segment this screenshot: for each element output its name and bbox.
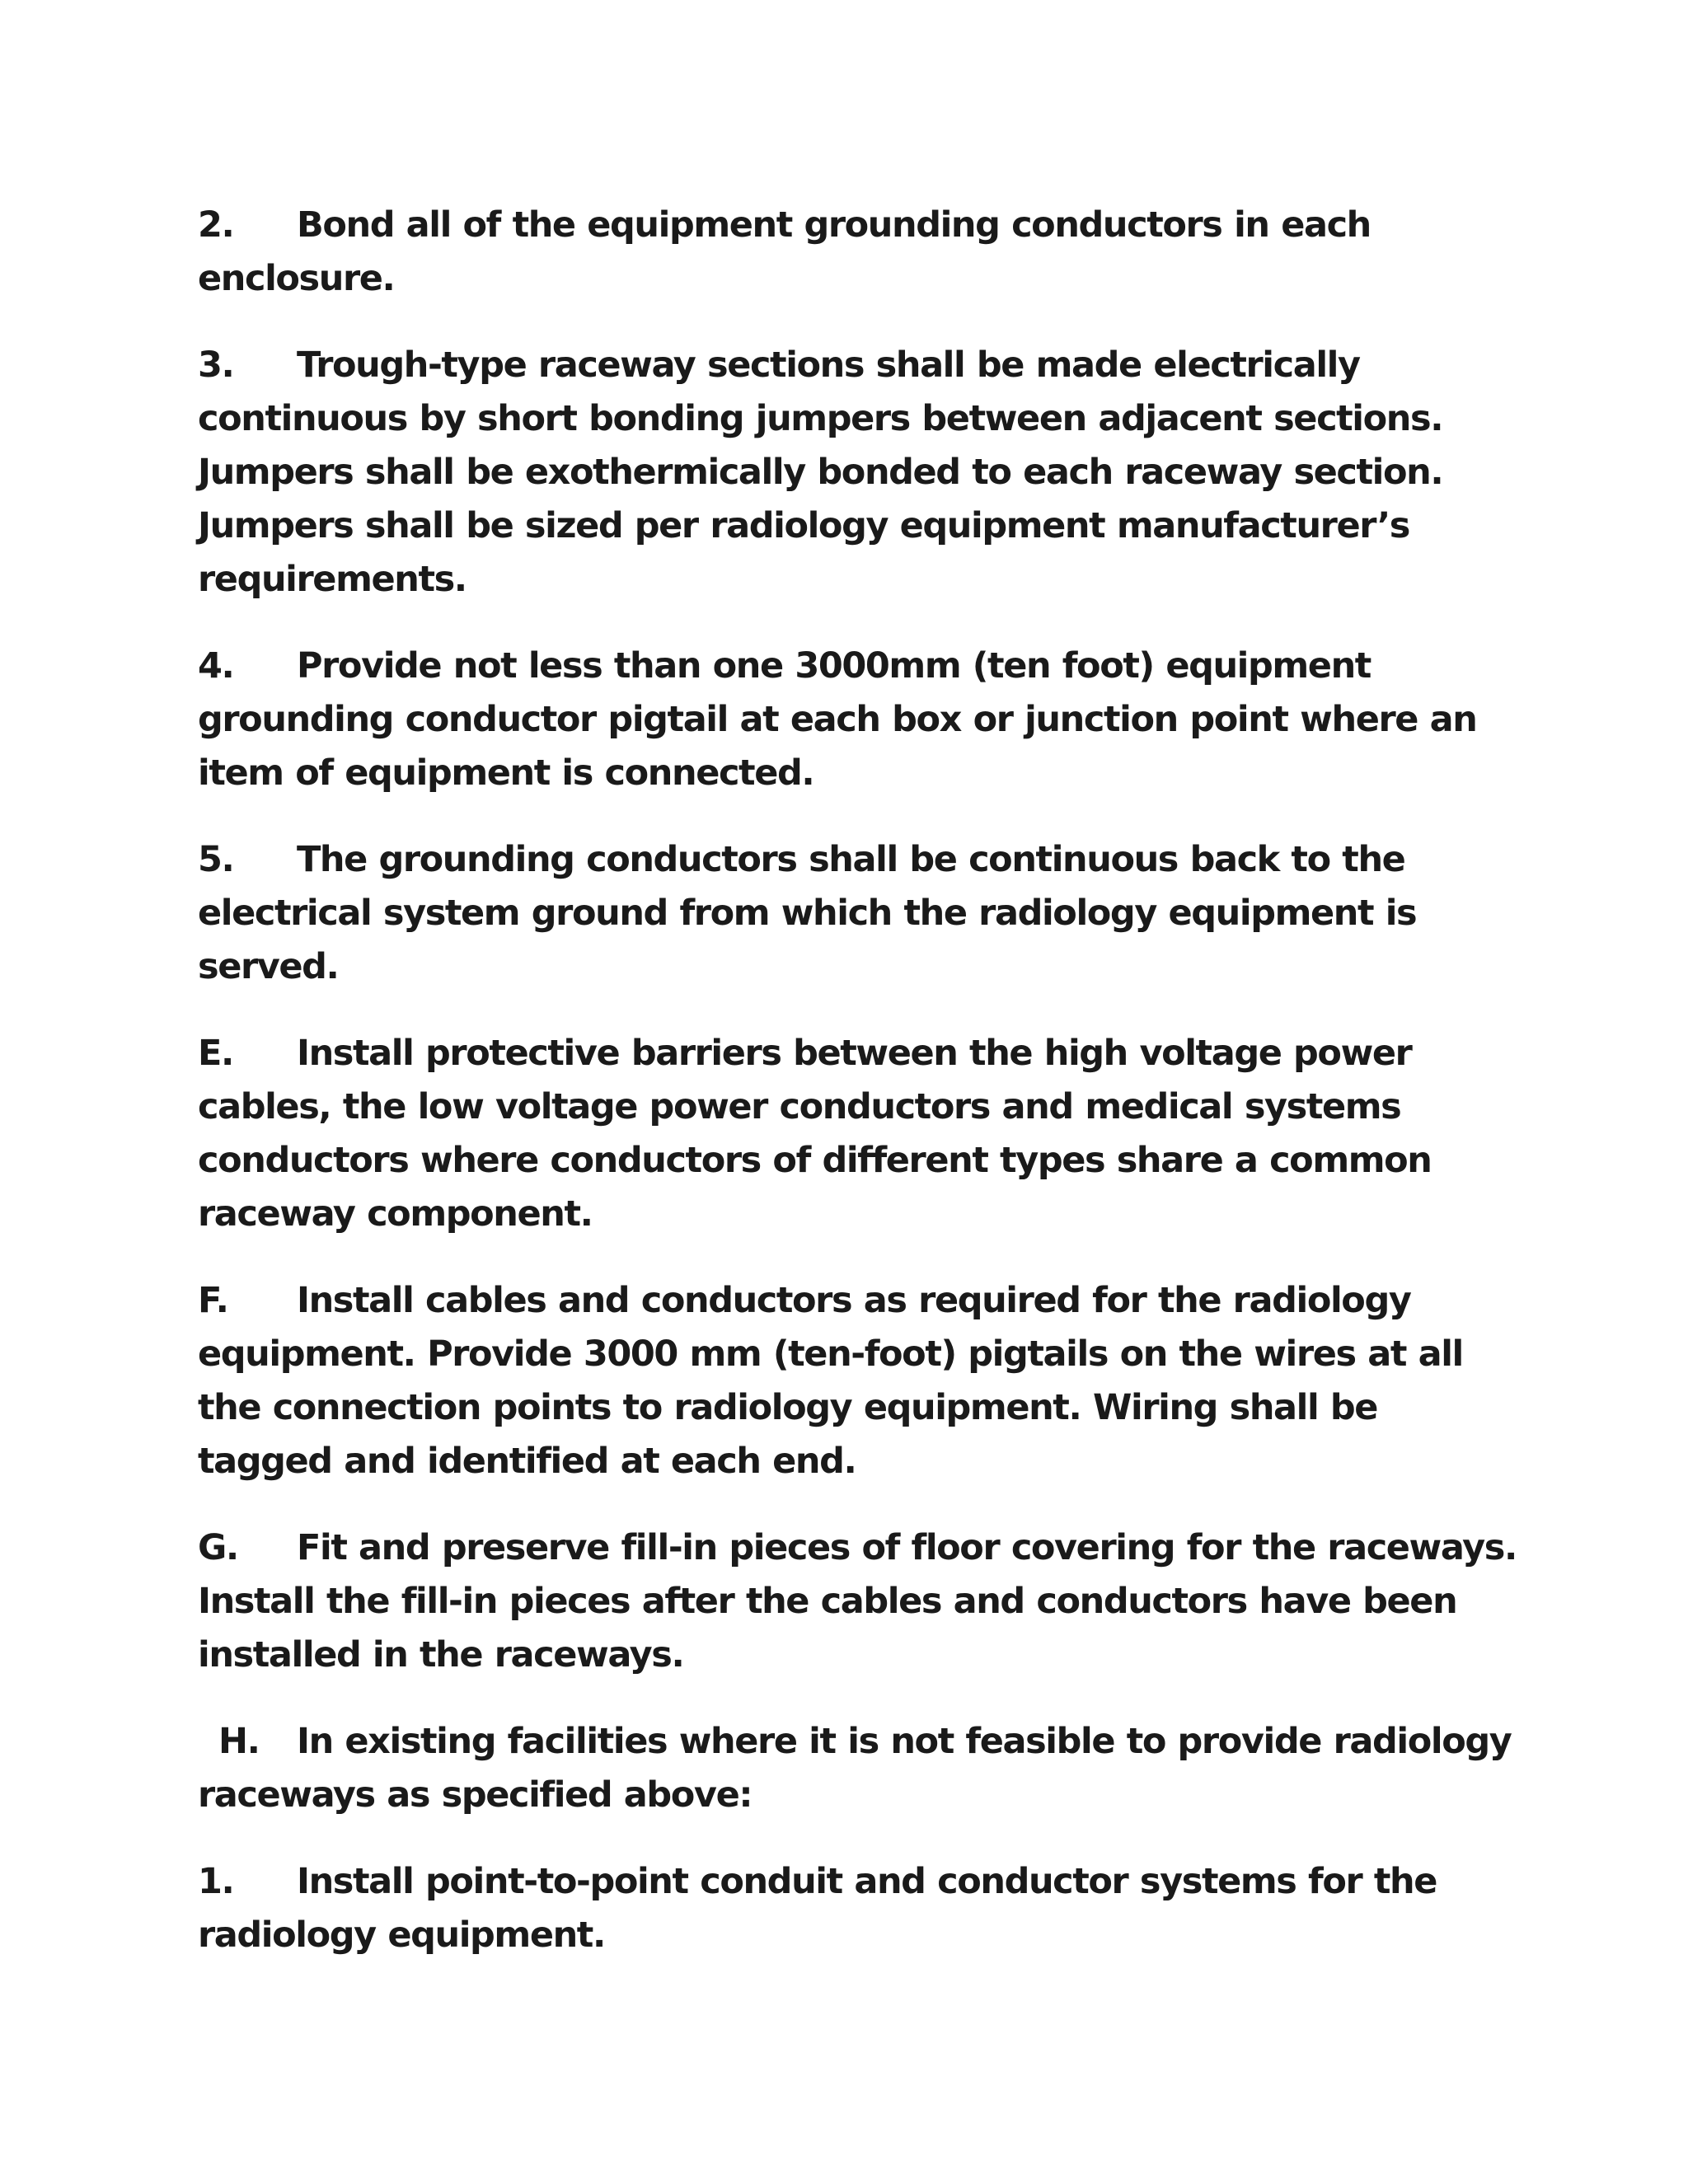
item-text: Trough-type raceway sections shall be made electrically continuous by short bonding jumpers between adjacent sections. Jumpers shall be exothermically bonded to each raceway section. Jumpers shall be sized per radiology equipment manufacturer’s requirements.: [198, 344, 1443, 600]
item-marker: 5.: [198, 839, 234, 880]
item-marker: H.: [218, 1721, 260, 1762]
paragraph-3: [198, 339, 1517, 607]
item-marker: 1.: [198, 1861, 234, 1902]
item-text: Install cables and conductors as required for the radiology equipment. Provide 3000 mm (ten-foot) pigtails on the wires at all the connection points to radiology equipment. Wiring shall be tagged and identified at each end.: [198, 1280, 1463, 1482]
item-marker: G.: [198, 1527, 238, 1568]
paragraph-5: [198, 833, 1517, 994]
item-marker: 3.: [198, 344, 234, 386]
paragraph-h: [198, 1715, 1517, 1822]
item-text: Fit and preserve fill-in pieces of floor covering for the raceways. Install the fill-in pieces after the cables and conductors have been installed in the raceways.: [198, 1527, 1517, 1675]
item-text: The grounding conductors shall be continuous back to the electrical system ground from which the radiology equipment is served.: [198, 839, 1417, 987]
item-text: Install protective barriers between the high voltage power cables, the low voltage power conductors and medical systems conductors where conductors of different types share a common raceway component.: [198, 1033, 1432, 1235]
item-marker: E.: [198, 1033, 233, 1074]
paragraph-e: [198, 1027, 1517, 1241]
item-marker: 2.: [198, 204, 234, 246]
item-text: Bond all of the equipment grounding conductors in each enclosure.: [198, 204, 1371, 299]
item-text: In existing facilities where it is not feasible to provide radiology raceways as specified above:: [198, 1721, 1512, 1816]
item-text: Install point-to-point conduit and conductor systems for the radiology equipment.: [198, 1861, 1437, 1956]
paragraph-2: [198, 199, 1517, 306]
item-text: Provide not less than one 3000mm (ten foot) equipment grounding conductor pigtail at each box or junction point where an item of equipment is connected.: [198, 645, 1477, 794]
item-marker: F.: [198, 1280, 228, 1321]
item-marker: 4.: [198, 645, 234, 687]
document-body: [198, 199, 1517, 1995]
paragraph-g: [198, 1521, 1517, 1682]
paragraph-h-1: [198, 1855, 1517, 1962]
paragraph-f: [198, 1274, 1517, 1488]
paragraph-4: [198, 640, 1517, 800]
